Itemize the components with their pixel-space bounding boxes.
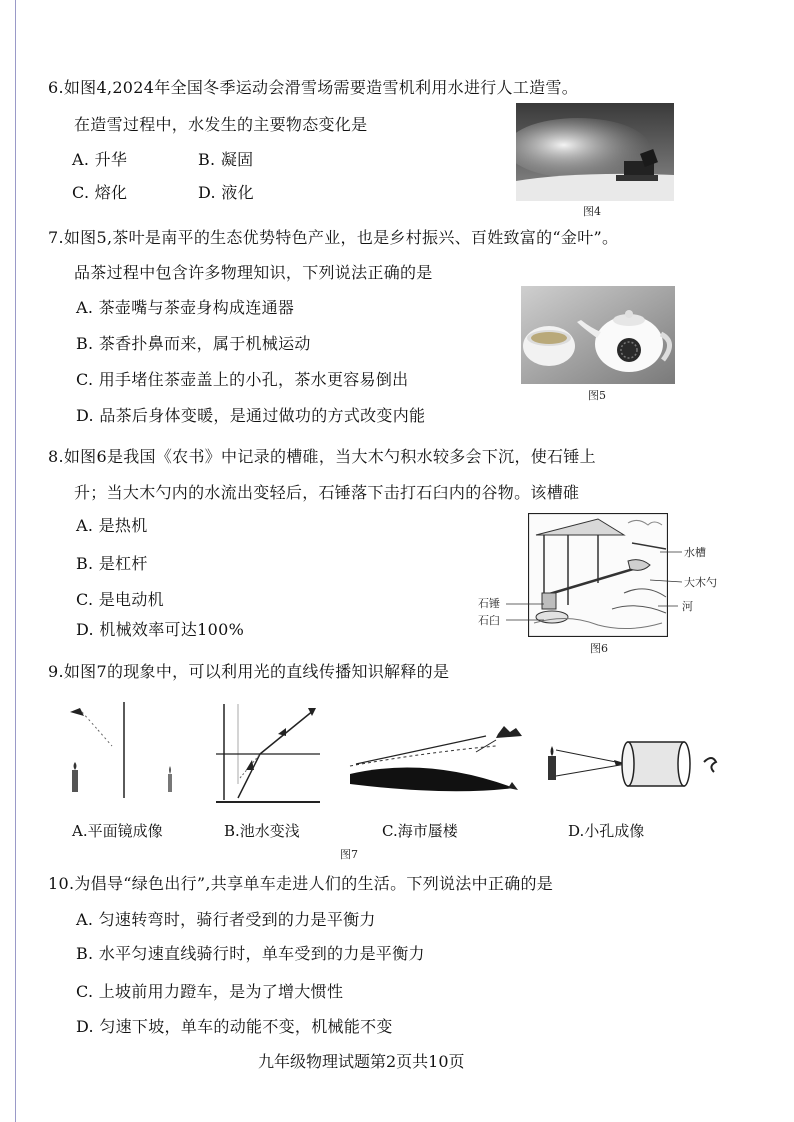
- q8-option-a: A. 是热机: [76, 516, 148, 535]
- q7-stem-line1: 7.如图5,茶叶是南平的生态优势特色产业，也是乡村振兴、百姓致富的“金叶”。: [48, 228, 619, 247]
- fig7-label-b: B.池水变浅: [224, 822, 300, 840]
- plane-mirror-diagram: [62, 702, 172, 798]
- snow-machine-photo: [516, 103, 674, 201]
- page-margin-line: [15, 0, 16, 1122]
- q8-option-b: B. 是杠杆: [76, 554, 148, 573]
- mirage-diagram: [348, 726, 526, 796]
- q6-option-c: C. 熔化: [72, 183, 128, 202]
- q7-option-b: B. 茶香扑鼻而来，属于机械运动: [76, 334, 311, 353]
- label-river: 河: [682, 600, 693, 613]
- q7-option-d: D. 品茶后身体变暖，是通过做功的方式改变内能: [76, 406, 426, 425]
- q10-stem-line1: 10.为倡导“绿色出行”,共享单车走进人们的生活。下列说法中正确的是: [48, 874, 554, 893]
- q8-stem-line2: 升；当大木勺内的水流出变轻后，石锤落下击打石臼内的谷物。该槽碓: [74, 483, 580, 502]
- q6-option-d: D. 液化: [198, 183, 254, 202]
- figure-6-leader-lines: [500, 540, 694, 630]
- label-stone-mortar: 石臼: [478, 614, 500, 627]
- q6-stem-line2: 在造雪过程中，水发生的主要物态变化是: [74, 115, 368, 134]
- q7-stem-line2: 品茶过程中包含许多物理知识，下列说法正确的是: [74, 263, 433, 282]
- label-stone-hammer: 石锤: [478, 597, 500, 610]
- fig7-label-d: D.小孔成像: [568, 822, 645, 840]
- q10-option-c: C. 上坡前用力蹬车，是为了增大惯性: [76, 982, 344, 1001]
- label-water-trough: 水槽: [684, 546, 706, 559]
- fig7-label-c: C.海市蜃楼: [382, 822, 458, 840]
- teapot-photo: [521, 286, 675, 384]
- q7-option-a: A. 茶壶嘴与茶壶身构成连通器: [76, 298, 295, 317]
- figure-6-caption: 图6: [590, 642, 608, 655]
- pool-depth-diagram: [216, 704, 322, 804]
- pinhole-camera-diagram: [544, 736, 720, 792]
- q6-option-b: B. 凝固: [198, 150, 254, 169]
- q6-option-a: A. 升华: [72, 150, 128, 169]
- q8-stem-line1: 8.如图6是我国《农书》中记录的槽碓，当大木勺积水较多会下沉，使石锤上: [48, 447, 596, 466]
- page-footer: 九年级物理试题第2页共10页: [258, 1052, 465, 1071]
- q10-option-a: A. 匀速转弯时，骑行者受到的力是平衡力: [76, 910, 376, 929]
- q9-stem-line1: 9.如图7的现象中，可以利用光的直线传播知识解释的是: [48, 662, 450, 681]
- label-big-ladle: 大木勺: [684, 576, 717, 589]
- figure-5-caption: 图5: [588, 389, 606, 402]
- figure-7-caption: 图7: [340, 848, 358, 861]
- q6-stem-line1: 6.如图4,2024年全国冬季运动会滑雪场需要造雪机利用水进行人工造雪。: [48, 78, 579, 97]
- q8-option-d: D. 机械效率可达100%: [76, 620, 245, 639]
- q10-option-d: D. 匀速下坡，单车的动能不变，机械能不变: [76, 1017, 393, 1036]
- fig7-label-a: A.平面镜成像: [72, 822, 163, 840]
- figure-4-caption: 图4: [583, 205, 601, 218]
- q8-option-c: C. 是电动机: [76, 590, 164, 609]
- q7-option-c: C. 用手堵住茶壶盖上的小孔，茶水更容易倒出: [76, 370, 409, 389]
- q10-option-b: B. 水平匀速直线骑行时，单车受到的力是平衡力: [76, 944, 425, 963]
